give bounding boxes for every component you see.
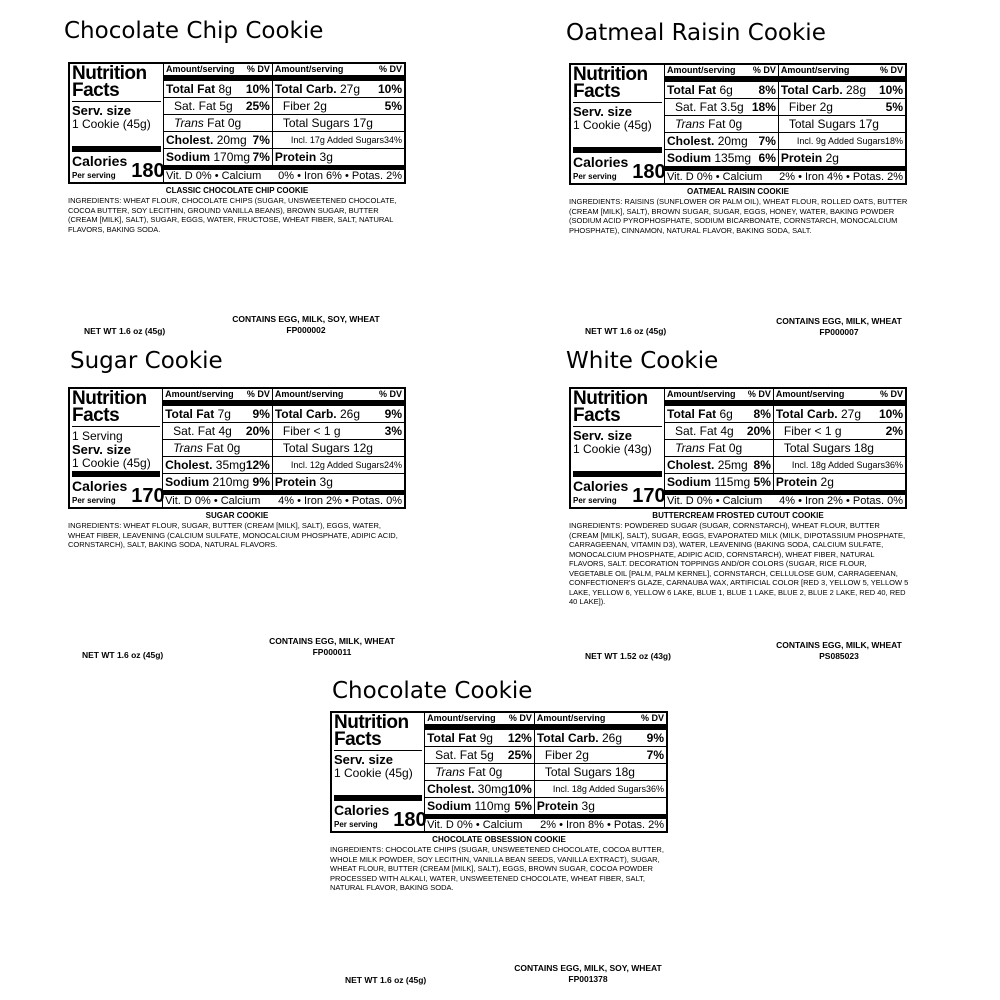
total-carb-dv: 9% bbox=[646, 731, 664, 745]
dv-header: % DV bbox=[246, 389, 270, 399]
fat-column: Amount/serving % DV Total Fat 6g 8% Sat. Fat 3.5g 18% Trans Fat 0g Cholest. 20mg 7% Sodium 135mg 6% bbox=[667, 65, 776, 165]
net-weight: NET WT 1.52 oz (43g) bbox=[585, 651, 671, 661]
serving-size-value: 1 Cookie (45g) bbox=[72, 456, 151, 470]
panel-right bbox=[665, 389, 905, 507]
panel-right bbox=[665, 65, 905, 183]
fat-column: Amount/serving % DV Total Fat 7g 9% Sat. Fat 4g 20% Trans Fat 0g Cholest. 35mg 12% Sodium 210mg 9% bbox=[165, 389, 270, 489]
vitamins-row: Vit. D 0% • Calcium 2% • Iron 8% • Potas. 2% bbox=[425, 814, 666, 832]
serving-size-label: Serv. size bbox=[573, 428, 633, 443]
nutrition-facts-heading: Nutrition Facts bbox=[334, 714, 422, 751]
calories-label: Calories bbox=[573, 154, 629, 170]
sodium-value: 115mg bbox=[714, 475, 751, 489]
trans-fat-value: 0g bbox=[226, 441, 241, 455]
product-code: FP000007 bbox=[819, 327, 859, 337]
fiber-value: 2g bbox=[313, 99, 327, 113]
nutrition-facts-heading: Nutrition Facts bbox=[573, 390, 662, 427]
total-fat-value: 6g bbox=[719, 83, 733, 97]
total-fat-value: 8g bbox=[218, 82, 232, 96]
sodium-value: 170mg bbox=[213, 150, 251, 164]
total-fat-dv: 8% bbox=[753, 407, 771, 421]
total-sugars-value: 17g bbox=[858, 117, 879, 131]
total-fat-value: 6g bbox=[719, 407, 733, 421]
nutrition-facts-panel bbox=[330, 711, 668, 833]
calories-value: 180 bbox=[393, 809, 427, 831]
added-sugars-value: 12g bbox=[309, 460, 325, 470]
vitamins-row: Vit. D 0% • Calcium 0% • Iron 6% • Potas. 2% bbox=[164, 165, 404, 183]
product-name: BUTTERCREAM FROSTED CUTOUT COOKIE bbox=[652, 511, 824, 520]
calories-label: Calories bbox=[72, 478, 128, 494]
added-sugars-value: 17g bbox=[309, 135, 325, 145]
amount-serving-header: Amount/serving bbox=[667, 65, 736, 75]
net-weight: NET WT 1.6 oz (45g) bbox=[82, 650, 164, 660]
panel-left bbox=[571, 389, 665, 507]
total-carb-value: 26g bbox=[339, 407, 361, 421]
sat-fat-dv: 25% bbox=[507, 748, 532, 762]
sodium-value: 135mg bbox=[714, 151, 752, 165]
per-serving-label: Per serving bbox=[334, 820, 378, 829]
nutrition-facts-heading: Nutrition Facts bbox=[72, 390, 160, 427]
calories-label: Calories bbox=[334, 802, 390, 818]
amount-serving-header: Amount/serving bbox=[667, 389, 736, 399]
panel-left bbox=[332, 713, 425, 831]
added-sugars-value: 18g bbox=[810, 460, 826, 470]
total-carb-dv: 10% bbox=[878, 83, 903, 97]
total-fat-dv: 10% bbox=[245, 82, 270, 96]
per-serving-label: Per serving bbox=[72, 496, 116, 505]
total-fat-dv: 8% bbox=[758, 83, 776, 97]
per-serving-label: Per serving bbox=[72, 171, 116, 180]
cholest-dv: 8% bbox=[753, 458, 771, 472]
net-weight: NET WT 1.6 oz (45g) bbox=[84, 326, 166, 336]
panel-right bbox=[425, 713, 666, 831]
cholest-dv: 12% bbox=[245, 458, 270, 472]
fat-column: Amount/serving % DV Total Fat 8g 10% Sat. Fat 5g 25% Trans Fat 0g Cholest. 20mg 7% Sodium 170mg 7% bbox=[166, 64, 270, 164]
nutrition-facts-panel bbox=[569, 63, 907, 185]
panel-right bbox=[164, 64, 404, 182]
cholest-value: 35mg bbox=[215, 458, 246, 472]
cookie-title: Oatmeal Raisin Cookie bbox=[566, 20, 826, 46]
panel-right bbox=[163, 389, 404, 507]
trans-fat-value: 0g bbox=[728, 441, 743, 455]
sodium-value: 110mg bbox=[474, 799, 511, 813]
cholest-value: 20mg bbox=[216, 133, 247, 147]
total-sugars-value: 18g bbox=[853, 441, 874, 455]
dv-header: % DV bbox=[747, 389, 771, 399]
cookie-title: Chocolate Chip Cookie bbox=[64, 18, 324, 44]
amount-serving-header: Amount/serving bbox=[427, 713, 496, 723]
ingredients-text: INGREDIENTS: WHEAT FLOUR, SUGAR, BUTTER (CREAM [MILK], SALT), EGGS, WATER, WHEAT FIBER, LEAVENING (CALCIUM SULFATE, MONOCALCIUM PHOSPHATE, ADIPIC ACID, CORNSTARCH), SALT, BAKING SODA, NATURAL FLAVORS. bbox=[68, 521, 398, 549]
added-sugars-value: 9g bbox=[815, 136, 826, 146]
cholest-value: 25mg bbox=[717, 458, 748, 472]
cholest-dv: 10% bbox=[507, 782, 532, 796]
calories-label: Calories bbox=[72, 153, 128, 169]
nutrition-facts-heading: Nutrition Facts bbox=[72, 65, 161, 102]
serving-size-value: 1 Cookie (45g) bbox=[72, 117, 151, 131]
panel-left bbox=[571, 65, 665, 183]
carb-column: Amount/serving % DV Total Carb. 28g 10% Fiber 2g 5% Total Sugars 17g Incl. 9g Added Sugars 18% Protein 2g bbox=[778, 65, 905, 166]
fat-column: Amount/serving % DV Total Fat 9g 12% Sat. Fat 5g 25% Trans Fat 0g Cholest. 30mg 10% Sodium 110mg 5% bbox=[427, 713, 532, 813]
cholest-dv: 7% bbox=[252, 133, 270, 147]
product-name: CHOCOLATE OBSESSION COOKIE bbox=[432, 835, 566, 844]
nutrition-facts-panel bbox=[68, 387, 406, 509]
fiber-dv: 5% bbox=[384, 99, 402, 113]
protein-value: 3g bbox=[581, 799, 595, 813]
product-code: FP000002 bbox=[286, 325, 326, 335]
calories-value: 170 bbox=[632, 485, 666, 507]
dv-header: % DV bbox=[508, 713, 532, 723]
cookie-title: White Cookie bbox=[566, 348, 719, 374]
vitamins-row: Vit. D 0% • Calcium 4% • Iron 2% • Potas. 0% bbox=[163, 490, 404, 508]
per-serving-label: Per serving bbox=[573, 496, 617, 505]
allergen-statement: CONTAINS EGG, MILK, SOY, WHEAT FP001378 bbox=[514, 963, 662, 984]
sodium-dv: 6% bbox=[758, 151, 776, 165]
fiber-dv: 5% bbox=[885, 100, 903, 114]
sodium-dv: 5% bbox=[753, 475, 771, 489]
trans-fat-value: 0g bbox=[488, 765, 503, 779]
calories-value: 180 bbox=[131, 160, 165, 182]
carb-column: Amount/serving % DV Total Carb. 26g 9% Fiber < 1 g 3% Total Sugars 12g Incl. 12g Added Sugars 24% Protein 3g bbox=[272, 389, 404, 490]
fiber-value: < 1 g bbox=[313, 424, 341, 438]
trans-fat-value: 0g bbox=[227, 116, 242, 130]
calories-block bbox=[72, 471, 165, 507]
sat-fat-value: 3.5g bbox=[720, 100, 744, 114]
calories-label: Calories bbox=[573, 478, 629, 494]
total-carb-dv: 10% bbox=[377, 82, 402, 96]
fiber-value: 2g bbox=[819, 100, 833, 114]
sodium-value: 210mg bbox=[212, 475, 250, 489]
sat-fat-dv: 18% bbox=[751, 100, 776, 114]
cholest-value: 20mg bbox=[717, 134, 748, 148]
calories-value: 170 bbox=[131, 485, 165, 507]
serving-size-value: 1 Cookie (45g) bbox=[573, 118, 652, 132]
product-name: CLASSIC CHOCOLATE CHIP COOKIE bbox=[165, 186, 309, 195]
sat-fat-dv: 20% bbox=[245, 424, 270, 438]
added-sugars-dv: 36% bbox=[884, 460, 903, 470]
total-fat-value: 7g bbox=[217, 407, 231, 421]
ingredients-text: INGREDIENTS: RAISINS (SUNFLOWER OR PALM OIL), WHEAT FLOUR, ROLLED OATS, BUTTER (CREAM [MILK], SALT), BROWN SUGAR, SUGAR, EGGS, HONEY, WATER, BAKING POWDER (SODIUM ACID PYROPHOSPHATE, SODIUM BICARBONATE, CORNSTARCH, MONOCALCIUM PHOSPHATE), CINNAMON, NATURAL FLAVOR, BAKING SODA, SALT. bbox=[569, 197, 908, 235]
amount-serving-header: Amount/serving bbox=[165, 389, 234, 399]
servings-text: 1 Serving bbox=[72, 429, 123, 443]
dv-header: % DV bbox=[246, 64, 270, 74]
product-name: OATMEAL RAISIN COOKIE bbox=[687, 187, 789, 196]
calories-block bbox=[573, 471, 666, 507]
carb-column: Amount/serving % DV Total Carb. 27g 10% Fiber 2g 5% Total Sugars 17g Incl. 17g Added Sugars 34% Protein 3g bbox=[272, 64, 404, 165]
calories-block bbox=[72, 146, 165, 182]
product-name: SUGAR COOKIE bbox=[205, 511, 269, 520]
sat-fat-value: 5g bbox=[480, 748, 494, 762]
sodium-dv: 5% bbox=[514, 799, 532, 813]
allergen-statement: CONTAINS EGG, MILK, WHEAT PS085023 bbox=[776, 640, 902, 661]
total-carb-value: 27g bbox=[339, 82, 361, 96]
allergen-statement: CONTAINS EGG, MILK, WHEAT FP000011 bbox=[269, 636, 395, 657]
sat-fat-dv: 25% bbox=[245, 99, 270, 113]
added-sugars-dv: 34% bbox=[383, 135, 402, 145]
fiber-dv: 3% bbox=[384, 424, 402, 438]
allergen-statement: CONTAINS EGG, MILK, SOY, WHEAT FP000002 bbox=[232, 314, 380, 335]
fiber-value: 2g bbox=[575, 748, 589, 762]
calories-value: 180 bbox=[632, 161, 666, 183]
serving-size-label: Serv. size bbox=[573, 104, 633, 119]
net-weight: NET WT 1.6 oz (45g) bbox=[585, 326, 667, 336]
cholest-value: 30mg bbox=[477, 782, 508, 796]
amount-serving-header: Amount/serving bbox=[166, 64, 235, 74]
ingredients-text: INGREDIENTS: POWDERED SUGAR (SUGAR, CORNSTARCH), WHEAT FLOUR, BUTTER (CREAM [MILK], SALT), SUGAR, EGGS, EVAPORATED MILK (MILK, DIPOTASSIUM PHOSPHATE, CARRAGEENAN, VITAMIN D3), WATER, LEAVENING (BAKING SODA, CALCIUM SULFATE, MONOCALCIUM PHOSPHATE, ADIPIC ACID, CORNSTARCH), WHEAT FIBER, NATURAL FLAVORS, SALT. DECORATION TOPPINGS AND/OR COLORS (SUGAR, RICE FLOUR, VEGETABLE OIL [PALM, PALM KERNEL], CORNSTARCH, CELLULOSE GUM, CARRAGEENAN, CONFECTIONER'S GLAZE, CARNAUBA WAX, ARTIFICIAL COLOR [RED 3, YELLOW 5, YELLOW 5 LAKE, YELLOW 6, YELLOW 6 LAKE, BLUE 1, BLUE 1 LAKE, BLUE 2, BLUE 2 LAKE, RED 40, RED 40 LAKE]). bbox=[569, 521, 909, 606]
ingredients-text: INGREDIENTS: CHOCOLATE CHIPS (SUGAR, UNSWEETENED CHOCOLATE, COCOA BUTTER, WHOLE MILK POWDER, SOY LECITHIN, VANILLA BEAN SEEDS, VANILLA EXTRACT), SUGAR, WHEAT FLOUR, BUTTER (CREAM [MILK], SALT), EGGS, BROWN SUGAR, COCOA POWDER PROCESSED WITH ALKALI, WATER, UNSWEETENED CHOCOLATE, WHEAT FIBER, SALT, NATURAL FLAVOR, BAKING SODA. bbox=[330, 845, 664, 892]
per-serving-label: Per serving bbox=[573, 172, 617, 181]
panel-left bbox=[70, 64, 164, 182]
protein-value: 2g bbox=[825, 151, 839, 165]
protein-value: 3g bbox=[319, 150, 333, 164]
calories-block bbox=[334, 795, 427, 831]
nutrition-facts-panel bbox=[68, 62, 406, 184]
sodium-dv: 9% bbox=[252, 475, 270, 489]
serving-size-value: 1 Cookie (43g) bbox=[573, 442, 652, 456]
added-sugars-dv: 18% bbox=[884, 136, 903, 146]
carb-column: Amount/serving % DV Total Carb. 27g 10% Fiber < 1 g 2% Total Sugars 18g Incl. 18g Added Sugars 36% Protein 2g bbox=[773, 389, 905, 490]
sodium-dv: 7% bbox=[252, 150, 270, 164]
carb-column: Amount/serving % DV Total Carb. 26g 9% Fiber 2g 7% Total Sugars 18g Incl. 18g Added Sugars 36% Protein 3g bbox=[534, 713, 666, 814]
nutrition-facts-heading: Nutrition Facts bbox=[573, 66, 662, 103]
fiber-dv: 2% bbox=[885, 424, 903, 438]
total-carb-value: 28g bbox=[846, 83, 867, 97]
nutrition-facts-panel bbox=[569, 387, 907, 509]
total-fat-dv: 12% bbox=[507, 731, 532, 745]
product-code: FP001378 bbox=[568, 974, 608, 984]
allergen-statement: CONTAINS EGG, MILK, WHEAT FP000007 bbox=[776, 316, 902, 337]
vitamins-row: Vit. D 0% • Calcium 2% • Iron 4% • Potas. 2% bbox=[665, 166, 905, 184]
total-carb-dv: 10% bbox=[878, 407, 903, 421]
total-sugars-value: 17g bbox=[352, 116, 373, 130]
sat-fat-value: 5g bbox=[219, 99, 233, 113]
added-sugars-dv: 24% bbox=[383, 460, 402, 470]
dv-header: % DV bbox=[752, 65, 776, 75]
serving-size-label: Serv. size bbox=[72, 103, 132, 118]
serving-size-label: Serv. size bbox=[72, 442, 132, 457]
total-carb-value: 26g bbox=[601, 731, 623, 745]
serving-size-label: Serv. size bbox=[334, 752, 394, 767]
cookie-title: Sugar Cookie bbox=[70, 348, 223, 374]
protein-value: 2g bbox=[820, 475, 834, 489]
fiber-dv: 7% bbox=[646, 748, 664, 762]
total-carb-dv: 9% bbox=[384, 407, 402, 421]
panel-left bbox=[70, 389, 163, 507]
total-sugars-value: 18g bbox=[614, 765, 635, 779]
cholest-dv: 7% bbox=[758, 134, 776, 148]
trans-fat-value: 0g bbox=[728, 117, 743, 131]
cookie-title: Chocolate Cookie bbox=[332, 678, 533, 704]
product-code: FP000011 bbox=[312, 647, 352, 657]
product-code: PS085023 bbox=[819, 651, 859, 661]
total-fat-value: 9g bbox=[479, 731, 493, 745]
net-weight: NET WT 1.6 oz (45g) bbox=[345, 975, 427, 985]
fat-column: Amount/serving % DV Total Fat 6g 8% Sat. Fat 4g 20% Trans Fat 0g Cholest. 25mg 8% Sodium 115mg 5% bbox=[667, 389, 771, 489]
protein-value: 3g bbox=[319, 475, 333, 489]
fiber-value: < 1 g bbox=[814, 424, 842, 438]
total-carb-value: 27g bbox=[840, 407, 862, 421]
sat-fat-value: 4g bbox=[720, 424, 734, 438]
serving-size-value: 1 Cookie (45g) bbox=[334, 766, 413, 780]
calories-block bbox=[573, 147, 666, 183]
total-fat-dv: 9% bbox=[252, 407, 270, 421]
sat-fat-dv: 20% bbox=[746, 424, 771, 438]
sat-fat-value: 4g bbox=[218, 424, 232, 438]
ingredients-text: INGREDIENTS: WHEAT FLOUR, CHOCOLATE CHIPS (SUGAR, UNSWEETENED CHOCOLATE, COCOA BUTTER, SOY LECITHIN, GROUND VANILLA BEANS), BROWN SUGAR, BUTTER (CREAM [MILK], SALT), SUGAR, EGGS, WATER, FRUCTOSE, WHEAT FIBER, SALT, NATURAL FLAVORS, BAKING SODA. bbox=[68, 196, 397, 234]
vitamins-row: Vit. D 0% • Calcium 4% • Iron 2% • Potas. 0% bbox=[665, 490, 905, 508]
added-sugars-value: 18g bbox=[571, 784, 587, 794]
added-sugars-dv: 36% bbox=[645, 784, 664, 794]
total-sugars-value: 12g bbox=[352, 441, 373, 455]
